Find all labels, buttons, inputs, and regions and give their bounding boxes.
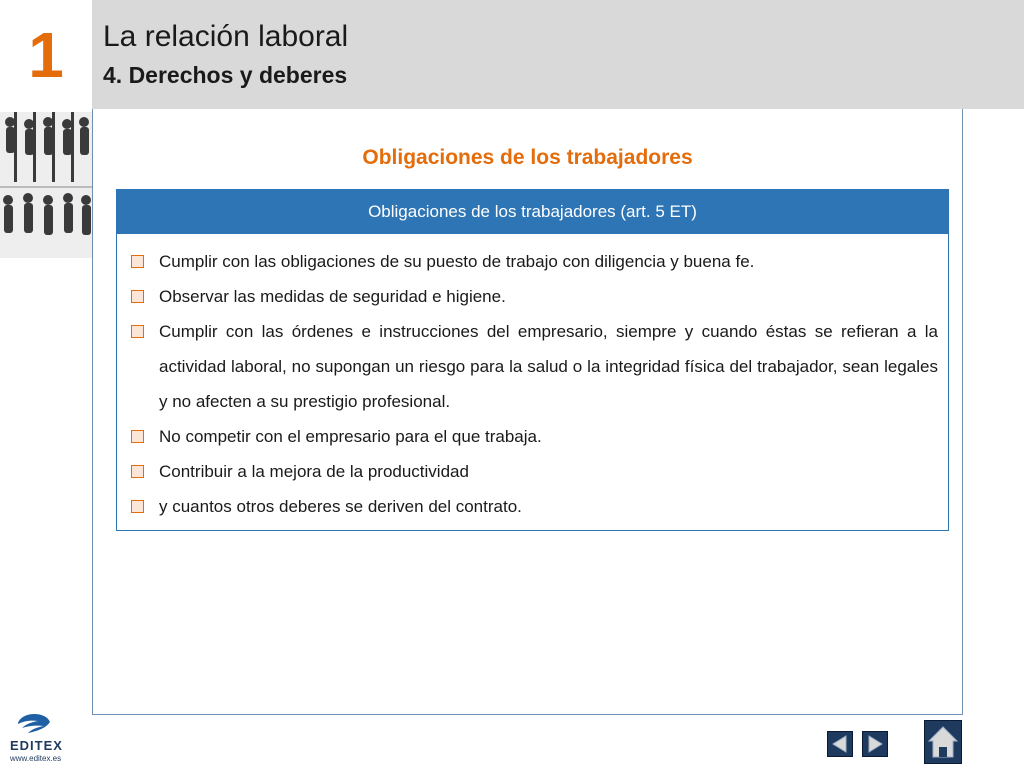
list-item: Cumplir con las obligaciones de su puesto de trabajo con diligencia y buena fe. — [129, 244, 938, 279]
logo-url: www.editex.es — [10, 754, 62, 763]
list-item: No competir con el empresario para el que trabaja. — [129, 419, 938, 454]
header-image — [0, 112, 92, 258]
obligations-box — [116, 189, 949, 531]
checkbox-bullet-icon — [131, 500, 144, 513]
list-item: y cuantos otros deberes se deriven del contrato. — [129, 489, 938, 524]
checkbox-bullet-icon — [131, 430, 144, 443]
home-button[interactable] — [924, 720, 962, 764]
next-slide-button[interactable] — [862, 731, 888, 757]
list-item: Observar las medidas de seguridad e higiene. — [129, 279, 938, 314]
triangle-left-icon — [828, 732, 852, 756]
previous-slide-button[interactable] — [827, 731, 853, 757]
obligations-list — [117, 234, 948, 524]
home-icon — [925, 721, 961, 763]
page-title: La relación laboral — [103, 20, 349, 53]
page-subtitle: 4. Derechos y deberes — [103, 62, 348, 88]
list-item: Cumplir con las órdenes e instrucciones del empresario, siempre y cuando éstas se refieran a la actividad laboral, no supongan un riesgo para la salud o la integridad física del trabajador, sean legales y no afecten a su prestigio profesional. — [129, 314, 938, 419]
checkbox-bullet-icon — [131, 255, 144, 268]
logo-name: EDITEX — [10, 738, 63, 753]
list-item: Contribuir a la mejora de la productividad — [129, 454, 938, 489]
section-title: Obligaciones de los trabajadores — [362, 146, 693, 169]
box-header: Obligaciones de los trabajadores (art. 5 ET) — [117, 190, 948, 234]
header-band — [92, 0, 1024, 109]
checkbox-bullet-icon — [131, 325, 144, 338]
triangle-right-icon — [863, 732, 887, 756]
chapter-number: 1 — [28, 18, 64, 91]
checkbox-bullet-icon — [131, 290, 144, 303]
checkbox-bullet-icon — [131, 465, 144, 478]
